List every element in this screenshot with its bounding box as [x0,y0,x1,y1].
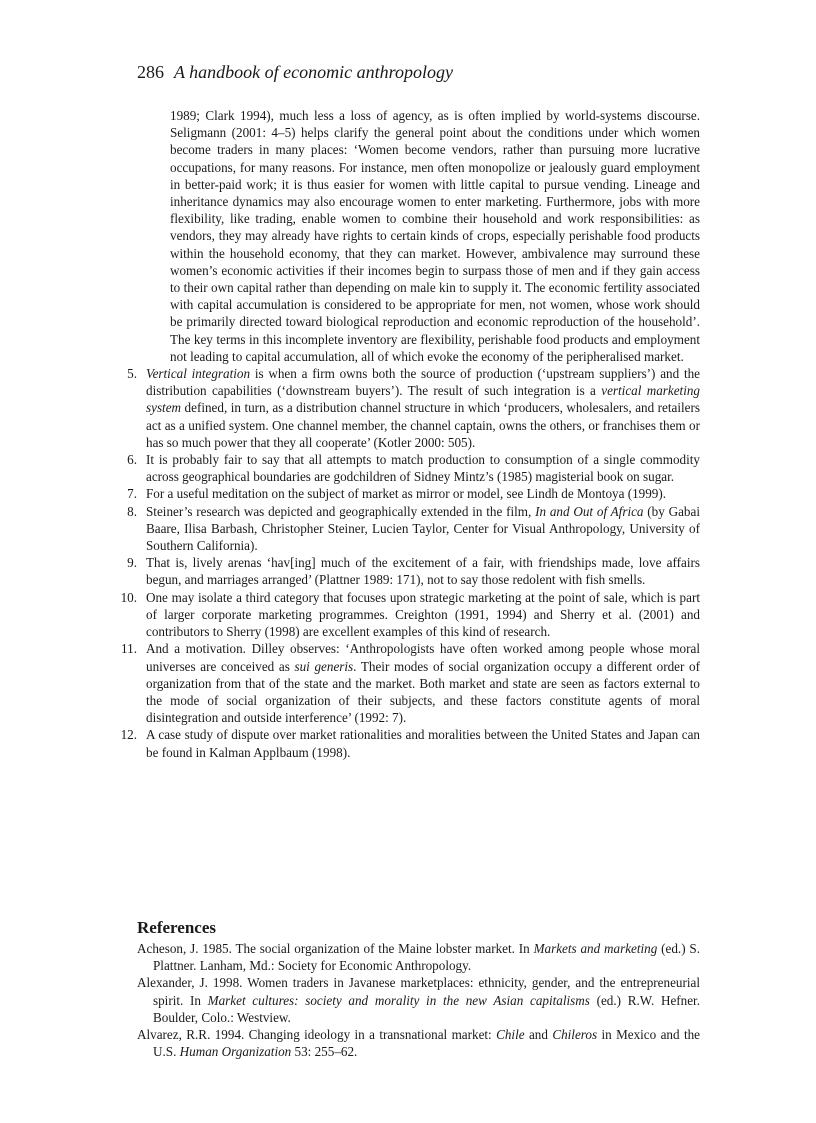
reference-title: Markets and marketing [533,941,658,956]
note-number: 5. [127,366,137,382]
note-number: 7. [127,486,137,502]
note-9 [127,554,700,588]
note-text: That is, lively arenas ‘hav[ing] much of the excitement of a fair, with friendships made, love affairs begun, and marriages arranged’ (Plattner 1989: 171), not to say those redolent with fish smells. [146,555,700,588]
book-title: A handbook of economic anthropology [174,62,453,82]
note-4-continuation: 1989; Clark 1994), much less a loss of agency, as is often implied by world-systems discourse. Seligmann (2001: 4–5) helps clarify the general point about the conditions under which women become traders in many places: ‘Women become vendors, rather than pursuing more lucrative occupations, for many reasons. For instance, men often monopolize or jealously guard employment in better-paid work; it is thus easier for women with little capital to pursue vending. Lineage and inheritance dynamics may also encourage women to enter marketing. Furthermore, jobs with more flexibility, like trading, enable women to combine their household and work responsibilities: as vendors, they may already have rights to certain kinds of crops, especially perishable food products within the household economy, that they can market. However, ambivalence may surround these women’s economic activities if their incomes begin to surpass those of men and if they gain access to their own capital rather than depending on male kin to supply it. The economic fertility associated with capital accumulation is considered to be appropriate for men, not women, whose work should be primarily directed toward biological reproduction and economic reproduction of the household’. The key terms in this incomplete inventory are flexibility, perishable food products and employment not leading to capital accumulation, all of which evoke the economy of the peripheralised market. [170,108,700,364]
note-5: 5. Vertical integration is when a firm owns both the source of production (‘upstream suppliers’) and the distribution capabilities (‘downstream buyers’). The result of such integration is a vertical marketing system defined, in turn, as a distribution channel structure in which ‘producers, wholesalers, and retailers act as a unified system. One channel member, the channel captain, owns the others, or franchises them or has so much power that they all cooperate’ (Kotler 2000: 505). [137,365,700,451]
note-text: For a useful meditation on the subject of market as mirror or model, see Lindh de Montoya (1999). [146,486,667,502]
note-number: 6. [127,452,137,468]
note-text: It is probably fair to say that all attempts to match production to consumption of a single commodity across geographical boundaries are godchildren of Sidney Mintz’s (1985) magisterial book on sugar. [146,452,700,485]
note-term: Vertical integration [146,366,251,382]
running-header [137,60,453,84]
page-number: 286 [137,62,164,82]
note-text: One may isolate a third category that focuses upon strategic marketing at the point of sale, which is part of larger corporate marketing programmes. Creighton (1991, 1994) and Sherry et al. (2001) and contributors to Sherry (1998) are excellent examples of this kind of research. [146,589,700,640]
note-number: 9. [127,555,137,571]
journal-title: Human Organization [179,1044,292,1060]
note-10 [120,589,700,641]
endnotes [120,107,700,761]
note-number: 11. [121,641,137,657]
note-number: 8. [127,503,137,519]
references-heading: References [137,918,216,937]
reference-title: Market cultures: society and morality in the new Asian capitalisms [207,992,590,1008]
note-text: A case study of dispute over market rationalities and moralities between the United States and Japan can be found in Kalman Applbaum (1998). [146,727,700,760]
note-number: 12. [120,727,137,743]
reference-entry: Alvarez, R.R. 1994. Changing ideology in a transnational market: Chile and Chileros in Mexico and the U.S. Human Organization 53: 255–62. [137,1027,700,1060]
reference-entry: Alexander, J. 1998. Women traders in Javanese marketplaces: ethnicity, gender, and the entrepreneurial spirit. In Market cultures: society and morality in the new Asian capitalisms (ed.) R.W. Hefner. Boulder, Colo.: Westview. [137,975,700,1025]
note-8: 8. Steiner’s research was depicted and geographically extended in the film, In and Out of Africa (by Gabai Baare, Ilisa Barbash, Christopher Steiner, Lucien Taylor, Center for Visual Anthropology, University of Southern California). [137,503,700,555]
note-term: vertical marketing system [146,383,700,416]
note-term: sui generis [294,658,354,674]
reference-entry: Acheson, J. 1985. The social organization of the Maine lobster market. In Markets and marketing (ed.) S. Plattner. Lanham, Md.: Society for Economic Anthropology. [137,941,701,974]
note-number: 10. [120,589,137,605]
note-12 [120,726,700,760]
film-title: In and Out of Africa [535,503,644,519]
note-7 [127,485,700,502]
note-11: 11. And a motivation. Dilley observes: ‘Anthropologists have often worked among people whose moral universes are conceived as sui generis. Their modes of social organization occupy a different order of organization from that of the state and the market. Both market and state are seen as factors external to the mode of social organization of their subjects, and these factors constitute agents of moral disintegration and outside interference’ (1992: 7). [137,640,700,726]
references-list [137,940,700,1060]
note-6 [127,451,700,485]
